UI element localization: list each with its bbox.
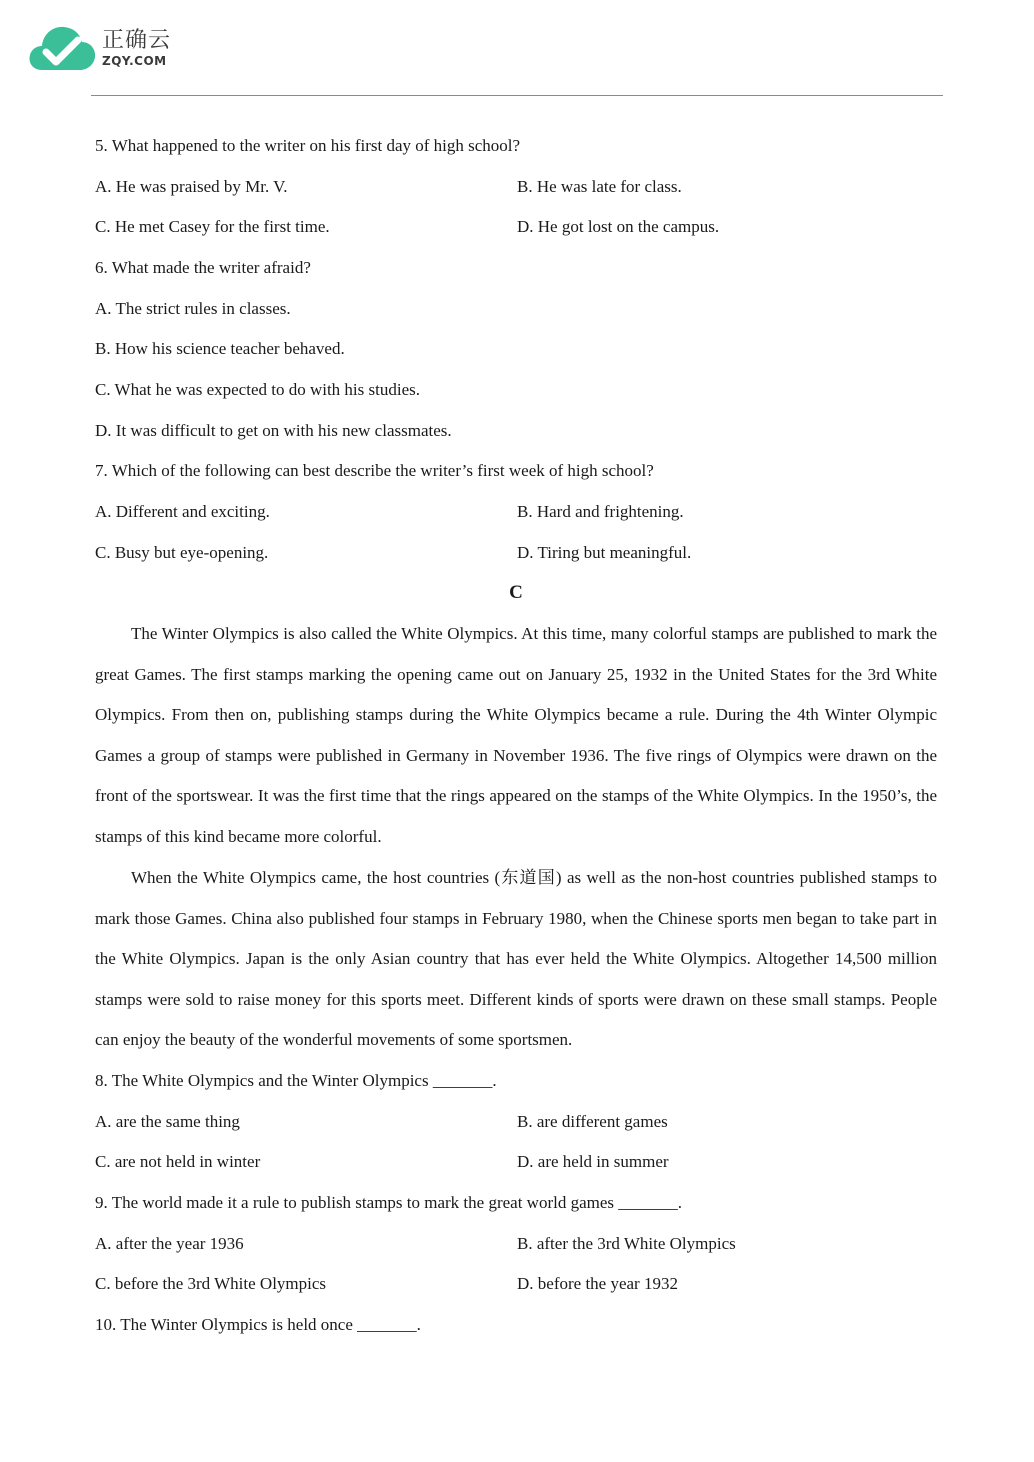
answer-option: B. Hard and frightening. — [517, 502, 684, 521]
header-divider — [91, 95, 943, 96]
question-stem: 7. Which of the following can best describe the writer’s first week of high school? — [95, 461, 654, 480]
answer-option: B. He was late for class. — [517, 177, 682, 196]
answer-option: A. are the same thing — [95, 1112, 240, 1131]
question-stem: 5. What happened to the writer on his first day of high school? — [95, 136, 521, 155]
brand-text — [102, 28, 171, 68]
page-header — [0, 0, 1034, 96]
cloud-check-icon — [28, 22, 98, 74]
answer-option: D. He got lost on the campus. — [517, 217, 720, 236]
answer-option: C. What he was expected to do with his studies. — [95, 380, 420, 399]
question-stem: 6. What made the writer afraid? — [95, 258, 311, 277]
answer-option: D. Tiring but meaningful. — [517, 543, 692, 562]
answer-option: D. It was difficult to get on with his new classmates. — [95, 421, 452, 440]
answer-option: D. before the year 1932 — [517, 1274, 678, 1293]
section-heading: C — [509, 582, 523, 603]
answer-option: A. after the year 1936 — [95, 1234, 244, 1253]
passage-paragraph: When the White Olympics came, the host countries (东道国) as well as the non-host countries published stamps to mark those Games. China also published four stamps in February 1980, when the Chinese sports men began to take part in the White Olympics. Japan is the only Asian country that has ever held the White Olympics. Altogether 14,500 million stamps were sold to raise money for this sports meet. Different kinds of sports were drawn on these small stamps. People can enjoy the beauty of the wonderful movements of some sportsmen. — [95, 868, 937, 1050]
brand-name-cn: 正确云 — [102, 28, 172, 53]
question-stem: 10. The Winter Olympics is held once _______. — [95, 1315, 421, 1334]
answer-option: A. Different and exciting. — [95, 502, 270, 521]
answer-option: B. How his science teacher behaved. — [95, 339, 345, 358]
answer-option: A. He was praised by Mr. V. — [95, 177, 288, 196]
question-stem: 8. The White Olympics and the Winter Olympics _______. — [95, 1071, 497, 1090]
answer-option: C. Busy but eye-opening. — [95, 543, 269, 562]
answer-option: D. are held in summer — [517, 1152, 669, 1171]
question-stem: 9. The world made it a rule to publish stamps to mark the great world games _______. — [95, 1193, 683, 1212]
answer-option: A. The strict rules in classes. — [95, 299, 291, 318]
answer-option: B. after the 3rd White Olympics — [517, 1234, 736, 1253]
answer-option: C. are not held in winter — [95, 1152, 261, 1171]
answer-option: B. are different games — [517, 1112, 668, 1131]
passage-paragraph: The Winter Olympics is also called the White Olympics. At this time, many colorful stamps are published to mark the great Games. The first stamps marking the opening came out on January 25, 1932 in the United States for the 3rd White Olympics. From then on, publishing stamps during the White Olympics became a rule. During the 4th Winter Olympic Games a group of stamps were published in Germany in November 1936. The five rings of Olympics were drawn on the front of the sportswear. It was the first time that the rings appeared on the stamps of the White Olympics. In the 1950’s, the stamps of this kind became more colorful. — [95, 624, 937, 846]
answer-option: C. before the 3rd White Olympics — [95, 1274, 327, 1293]
zqy-logo[interactable] — [28, 22, 188, 74]
answer-option: C. He met Casey for the first time. — [95, 217, 330, 236]
brand-domain: ZQY.COM — [102, 54, 167, 68]
